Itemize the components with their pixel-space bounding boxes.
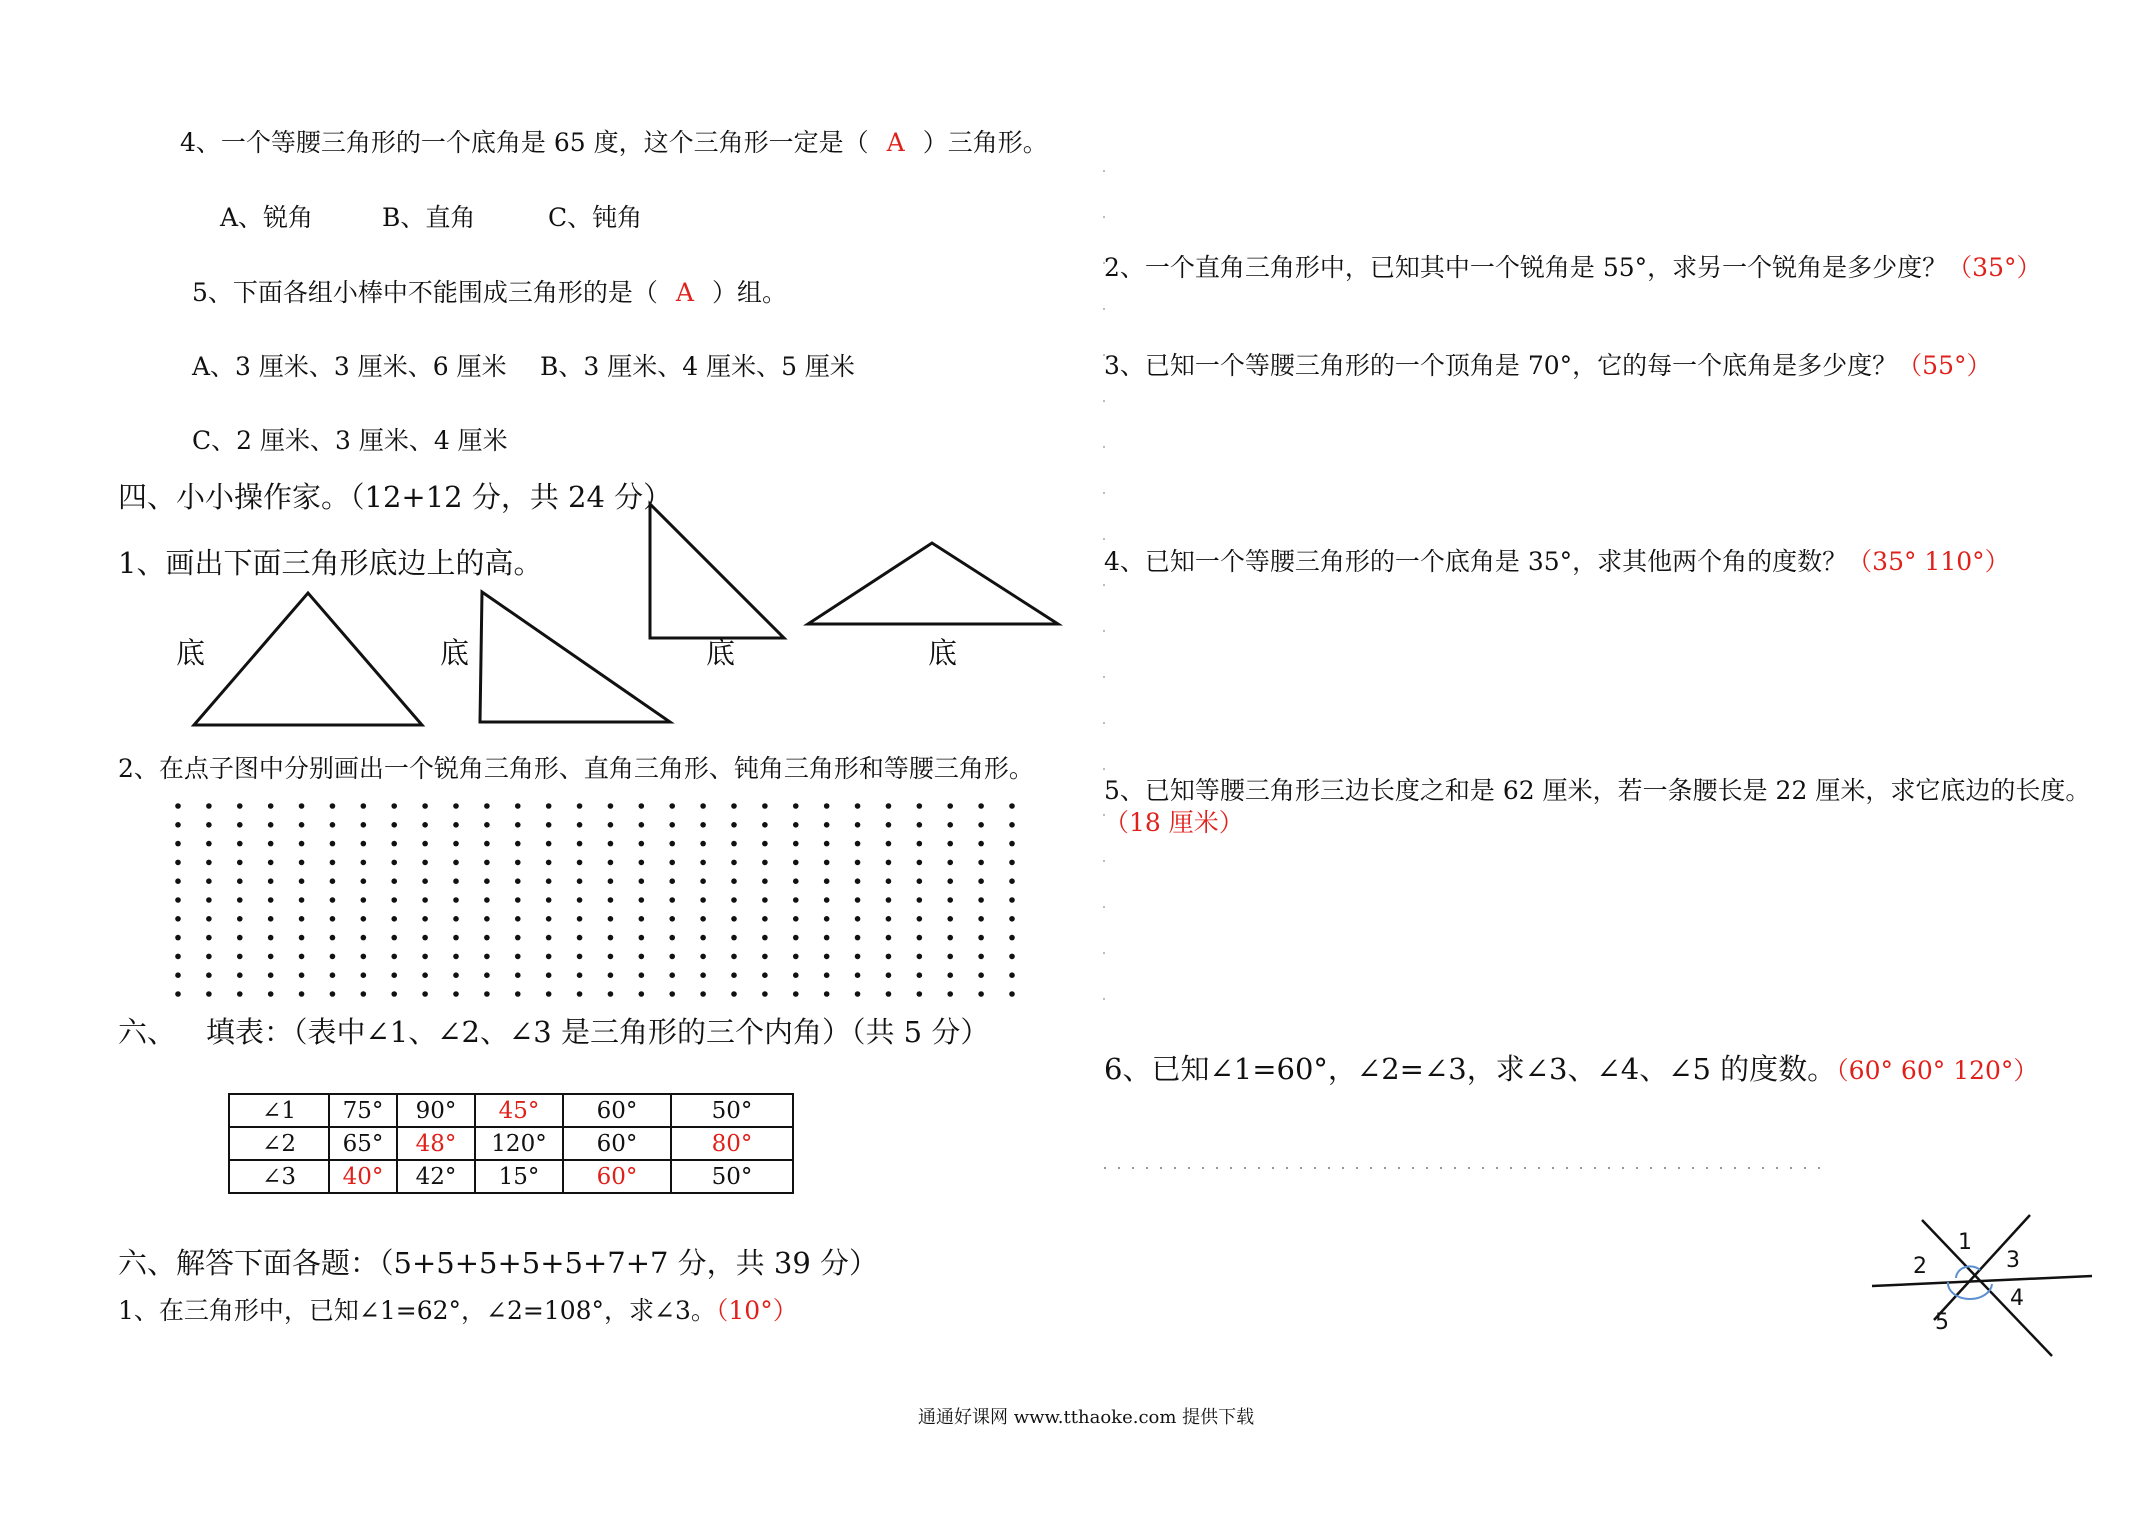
angle-label-3: 3 (2006, 1248, 2020, 1273)
angle-label-4: 4 (2010, 1286, 2024, 1311)
section-6a-title: 填表：（表中∠1、∠2、∠3 是三角形的三个内角）（共 5 分） (206, 1015, 990, 1049)
base-label-2: 底 (440, 636, 470, 670)
answer-r-q3: （55°） (1897, 351, 1992, 380)
q4-option-a: A、锐角 (220, 203, 314, 232)
angle-label-1: 1 (1958, 1230, 1972, 1255)
right-question-3: 3、已知一个等腰三角形的一个顶角是 70°，它的每一个底角是多少度？（55°） (1104, 351, 1992, 380)
q4-option-b: B、直角 (382, 203, 476, 232)
q5-option-a: A、3 厘米、3 厘米、6 厘米 (192, 352, 507, 381)
table-cell: 60° (563, 1127, 671, 1160)
answer-q5: A (675, 278, 694, 307)
angle-label-2: 2 (1913, 1254, 1927, 1279)
section-6b-title: 六、解答下面各题：（5+5+5+5+5+7+7 分，共 39 分） (118, 1246, 879, 1280)
table-cell: 50° (671, 1094, 793, 1127)
base-label-3: 底 (706, 636, 736, 670)
section-4-question-2: 2、在点子图中分别画出一个锐角三角形、直角三角形、钝角三角形和等腰三角形。 (118, 754, 1034, 783)
answer-q4: A (886, 128, 905, 157)
table-cell: 60° (563, 1094, 671, 1127)
question-4: 4、一个等腰三角形的一个底角是 65 度，这个三角形一定是（ A ）三角形。 (180, 128, 1048, 157)
table-cell: 80° (671, 1127, 793, 1160)
right-question-5: 5、已知等腰三角形三边长度之和是 62 厘米，若一条腰长是 22 厘米，求它底边的长度。 (1104, 776, 2091, 805)
table-cell: 50° (671, 1160, 793, 1193)
table-cell: 75° (329, 1094, 397, 1127)
q5-option-b: B、3 厘米、4 厘米、5 厘米 (540, 352, 855, 381)
section-4-title: 四、小小操作家。（12+12 分，共 24 分） (118, 480, 673, 514)
right-question-4: 4、已知一个等腰三角形的一个底角是 35°，求其他两个角的度数？（35° 110°） (1104, 547, 2010, 576)
answer-r-q4: （35° 110°） (1847, 547, 2010, 576)
right-question-2: 2、一个直角三角形中，已知其中一个锐角是 55°，求另一个锐角是多少度？（35°） (1104, 253, 2042, 282)
table-cell: 40° (329, 1160, 397, 1193)
section-6a-prefix: 六、 (118, 1015, 177, 1049)
table-cell: 48° (397, 1127, 475, 1160)
right-question-6: 6、已知∠1=60°，∠2=∠3，求∠3、∠4、∠5 的度数。（60° 60° 120°） (1104, 1052, 2039, 1086)
table-cell: 60° (563, 1160, 671, 1193)
row-label: ∠2 (229, 1127, 329, 1160)
table-cell: 45° (475, 1094, 563, 1127)
answer-r-q6: （60° 60° 120°） (1836, 1056, 2039, 1085)
section-6-question-1: 1、在三角形中，已知∠1=62°，∠2=108°，求∠3。（10°） (118, 1296, 798, 1325)
section-4-question-1: 1、画出下面三角形底边上的高。 (118, 546, 543, 580)
angle-label-5: 5 (1935, 1310, 1949, 1335)
table-cell: 120° (475, 1127, 563, 1160)
table-cell: 15° (475, 1160, 563, 1193)
table-cell: 42° (397, 1160, 475, 1193)
q5-option-c: C、2 厘米、3 厘米、4 厘米 (192, 426, 508, 455)
answer-s6-q1: （10°） (715, 1296, 798, 1325)
question-5: 5、下面各组小棒中不能围成三角形的是（ A ）组。 (192, 278, 787, 307)
table-cell: 90° (397, 1094, 475, 1127)
row-label: ∠1 (229, 1094, 329, 1127)
table-cell: 65° (329, 1127, 397, 1160)
row-label: ∠3 (229, 1160, 329, 1193)
answer-r-q5: （18 厘米） (1104, 808, 1244, 837)
base-label-4: 底 (928, 636, 958, 670)
base-label-1: 底 (176, 636, 206, 670)
answer-r-q2: （35°） (1947, 253, 2042, 282)
footer: 通通好课网 www.tthaoke.com 提供下载 (918, 1407, 1255, 1428)
q4-option-c: C、钝角 (548, 203, 643, 232)
